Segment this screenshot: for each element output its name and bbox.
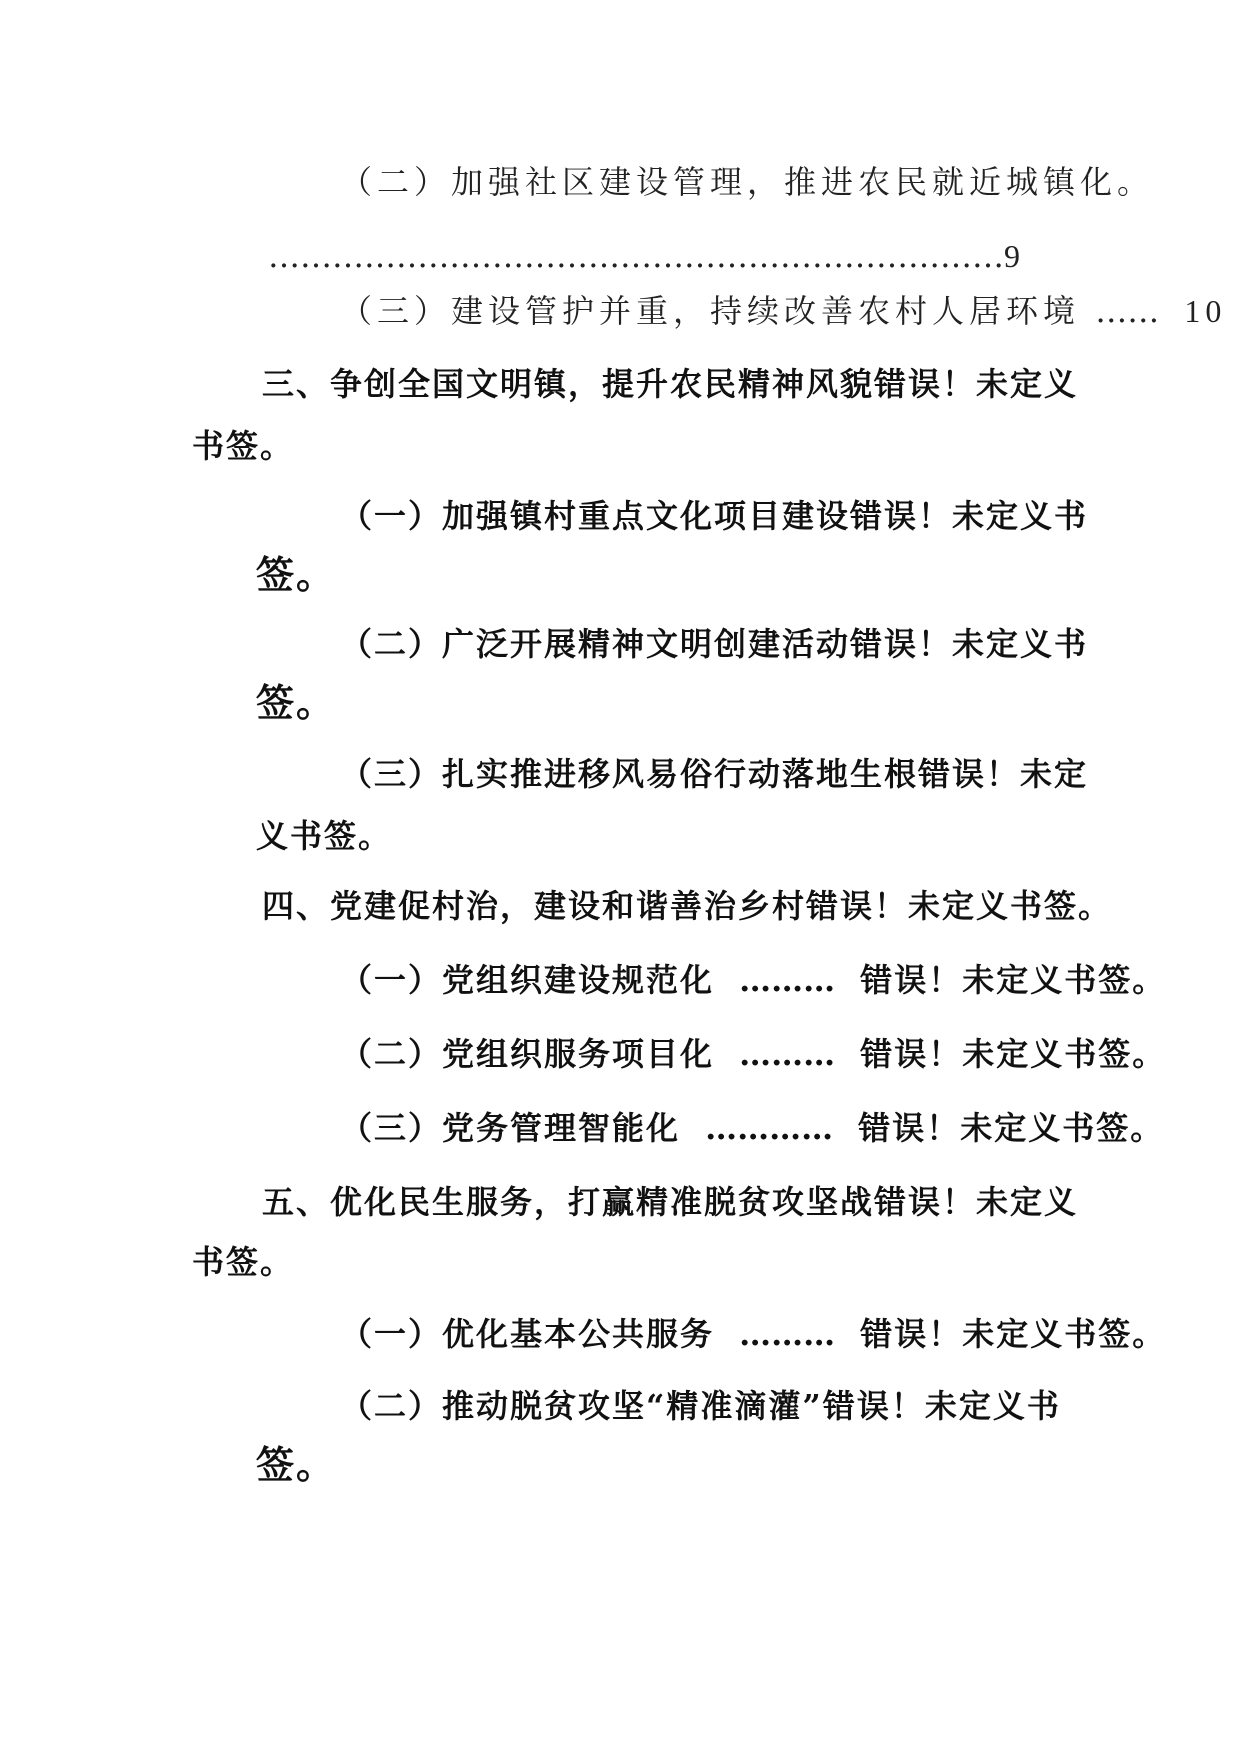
toc-entry-text: （一）加强镇村重点文化项目建设错误！未定义书 (340, 497, 1089, 535)
toc-entry-text: （三）扎实推进移风易俗行动落地生根错误！未定 (340, 755, 1089, 793)
toc-entry-text: 签。 (256, 1442, 337, 1487)
toc-dot-leader: ………… (705, 1109, 834, 1147)
toc-entry-text: 义书签。 (256, 817, 393, 855)
toc-entry-text: （三）建设管护并重，持续改善农村人居环境 (340, 292, 1081, 330)
toc-entry-3-2[interactable] (340, 625, 1089, 663)
toc-entry-text: （一）党组织建设规范化 (340, 961, 715, 999)
toc-section-3[interactable] (262, 365, 1079, 403)
toc-error-text: 错误！未定义书签。 (860, 961, 1167, 999)
toc-entry-5-2-wrap (256, 1442, 337, 1487)
toc-entry-2-3[interactable] (340, 292, 1227, 330)
toc-entry-text: 四、党建促村治，建设和谐善治乡村错误！未定义书签。 (262, 887, 1113, 925)
toc-entry-4-2[interactable] (340, 1035, 1167, 1073)
toc-entry-text: 签。 (256, 552, 337, 597)
toc-dot-leader: ……… (739, 961, 836, 999)
toc-entry-3-2-wrap (256, 680, 337, 725)
toc-entry-text: 三、争创全国文明镇，提升农民精神风貌错误！未定义 (262, 365, 1079, 403)
toc-entry-text: （二）加强社区建设管理，推进农民就近城镇化。 (340, 163, 1155, 201)
toc-error-text: 错误！未定义书签。 (860, 1035, 1167, 1073)
toc-leader-row (268, 237, 1020, 275)
toc-entry-4-1[interactable] (340, 961, 1167, 999)
toc-entry-3-3-wrap (256, 817, 393, 855)
toc-page-number: 10 (1184, 293, 1227, 329)
toc-section-3-wrap (192, 427, 295, 465)
toc-entry-4-3[interactable] (340, 1109, 1165, 1147)
toc-entry-text: （三）党务管理智能化 (340, 1109, 681, 1147)
toc-error-text: 错误！未定义书签。 (860, 1315, 1167, 1353)
toc-entry-5-2[interactable] (340, 1387, 1061, 1425)
toc-dot-leader: ……… (739, 1315, 836, 1353)
toc-dot-leader: ……… (739, 1035, 836, 1073)
toc-section-5[interactable] (262, 1183, 1079, 1221)
toc-entry-3-1[interactable] (340, 497, 1089, 535)
toc-entry-text: （二）推动脱贫攻坚“精准滴灌”错误！未定义书 (340, 1387, 1061, 1425)
toc-entry-text: 书签。 (192, 1243, 295, 1281)
toc-dot-leader: …………………………………………………………… (268, 237, 1004, 275)
toc-section-5-wrap (192, 1243, 295, 1281)
toc-entry-5-1[interactable] (340, 1315, 1167, 1353)
toc-error-text: 错误！未定义书签。 (858, 1109, 1165, 1147)
toc-entry-text: （二）党组织服务项目化 (340, 1035, 715, 1073)
toc-entry-text: 书签。 (192, 427, 295, 465)
toc-entry-2-2[interactable] (340, 163, 1155, 201)
toc-entry-text: （一）优化基本公共服务 (340, 1315, 715, 1353)
toc-entry-text: 签。 (256, 680, 337, 725)
toc-page-number: 9 (1004, 238, 1020, 274)
toc-entry-3-3[interactable] (340, 755, 1089, 793)
toc-entry-text: 五、优化民生服务，打赢精准脱贫攻坚战错误！未定义 (262, 1183, 1079, 1221)
toc-entry-text: （二）广泛开展精神文明创建活动错误！未定义书 (340, 625, 1089, 663)
toc-dot-leader: …… (1095, 292, 1160, 330)
toc-section-4[interactable] (262, 887, 1113, 925)
toc-entry-3-1-wrap (256, 552, 337, 597)
